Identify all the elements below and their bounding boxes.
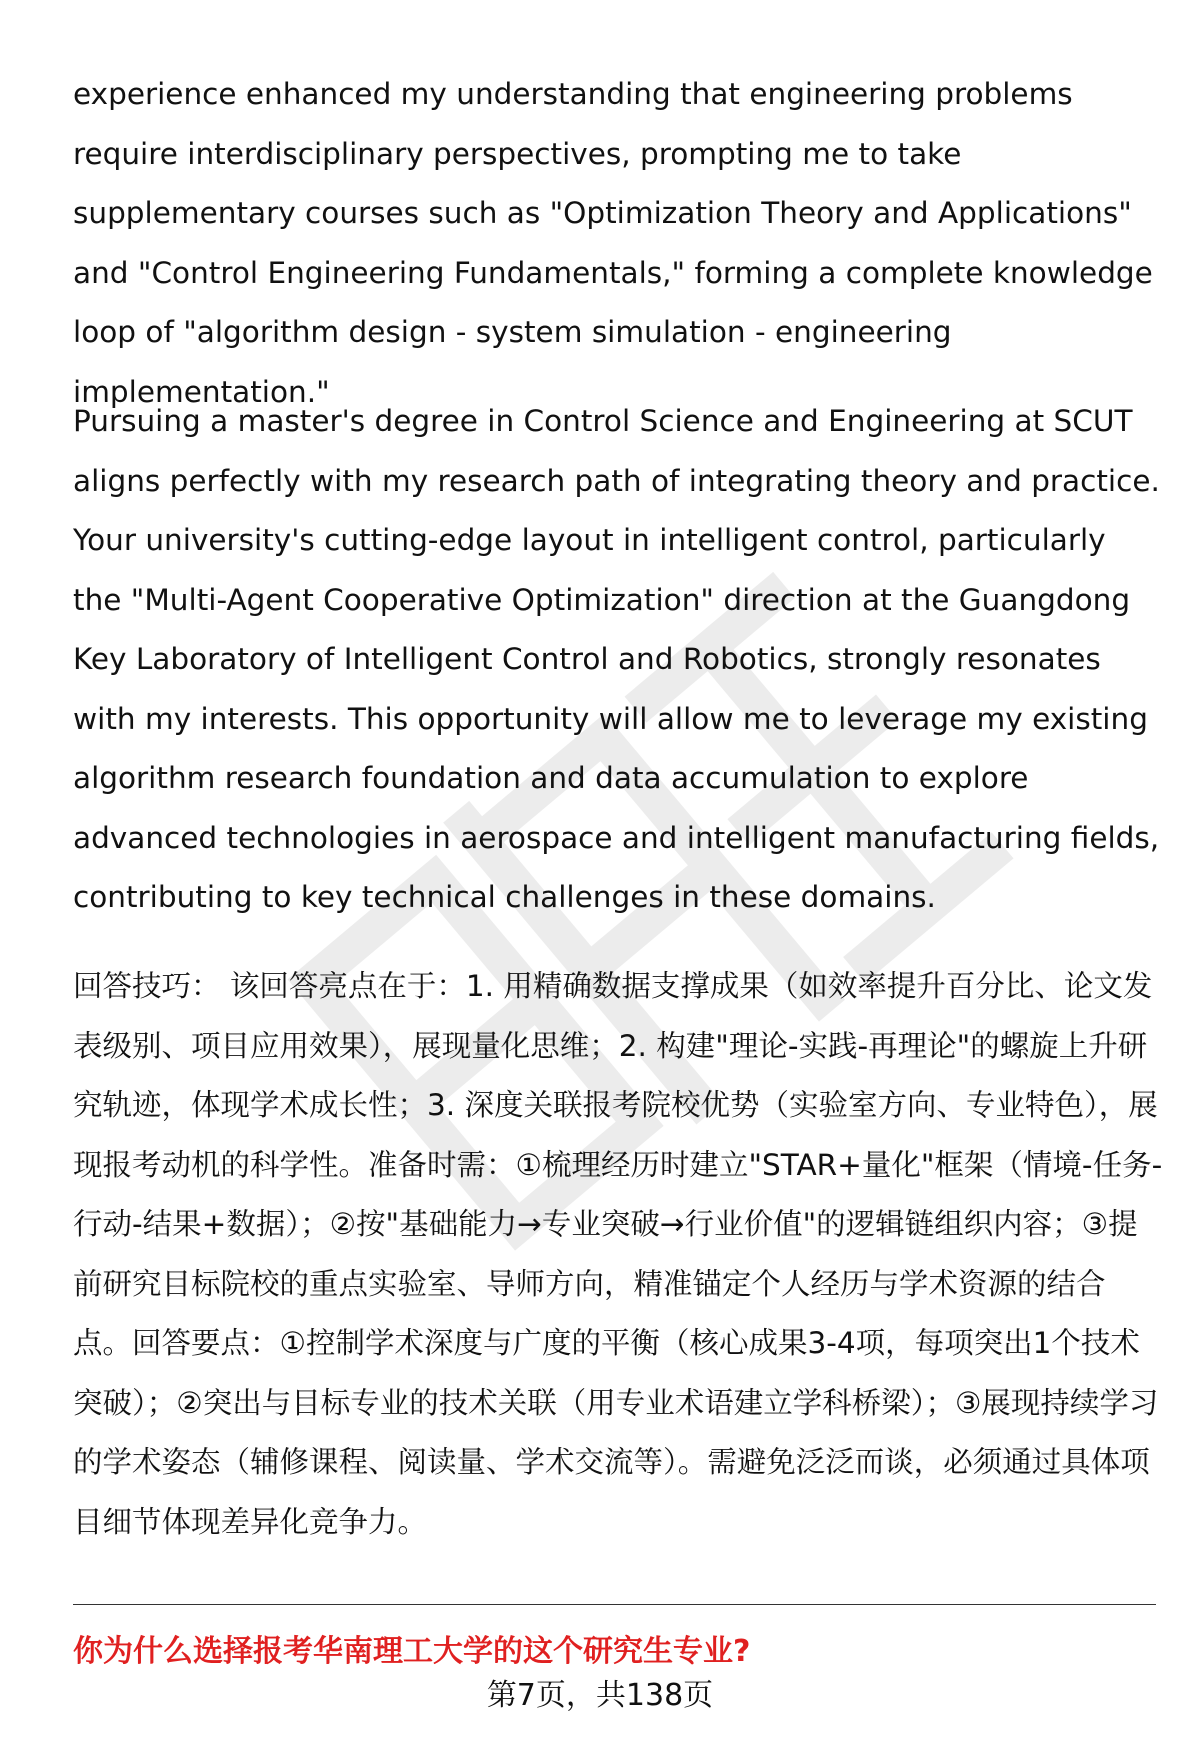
answer-tips-label: 回答技巧： [73,969,221,1003]
answer-tips-paragraph [73,957,1163,1552]
next-question-heading: 你为什么选择报考华南理工大学的这个研究生专业? [73,1634,751,1669]
body-paragraph-2: Pursuing a master's degree in Control Science and Engineering at SCUT aligns perfectly with my research path of integrating theory and practice. Your university's cutting-edge layout in intelligent control, particularly the "Multi-Agent Cooperative Optimization" direction at the Guangdong Key Laboratory of Intelligent Control and Robotics, strongly resonates with my interests. This opportunity will allow me to leverage my existing algorithm research foundation and data accumulation to explore advanced technologies in aerospace and intelligent manufacturing fields, contributing to key technical challenges in these domains. [73,404,1160,914]
page-number: 第7页，共138页 [486,1678,714,1713]
section-divider [73,1604,1156,1605]
answer-tips-text: 该回答亮点在于：1. 用精确数据支撑成果（如效率提升百分比、论文发表级别、项目应用效果），展现量化思维；2. 构建"理论-实践-再理论"的螺旋上升研究轨迹，体现学术成长性；3. 深度关联报考院校优势（实验室方向、专业特色），展现报考动机的科学性。准备时需：①梳理经历时建立"STAR+量化"框架（情境-任务-行动-结果+数据）；②按"基础能力→专业突破→行业价值"的逻辑链组织内容；③提前研究目标院校的重点实验室、导师方向，精准锚定个人经历与学术资源的结合点。回答要点：①控制学术深度与广度的平衡（核心成果3-4项，每项突出1个技术突破）；②突出与目标专业的技术关联（用专业术语建立学科桥梁）；③展现持续学习的学术姿态（辅修课程、阅读量、学术交流等）。需避免泛泛而谈，必须通过具体项目细节体现差异化竞争力。 [73,969,1163,1539]
body-paragraph-1: experience enhanced my understanding that engineering problems require interdisciplinary perspectives, prompting me to take supplementary courses such as "Optimization Theory and Applications" and "Control Engineering Fundamentals," forming a complete knowledge loop of "algorithm design - system simulation - engineering implementation." [73,77,1153,409]
